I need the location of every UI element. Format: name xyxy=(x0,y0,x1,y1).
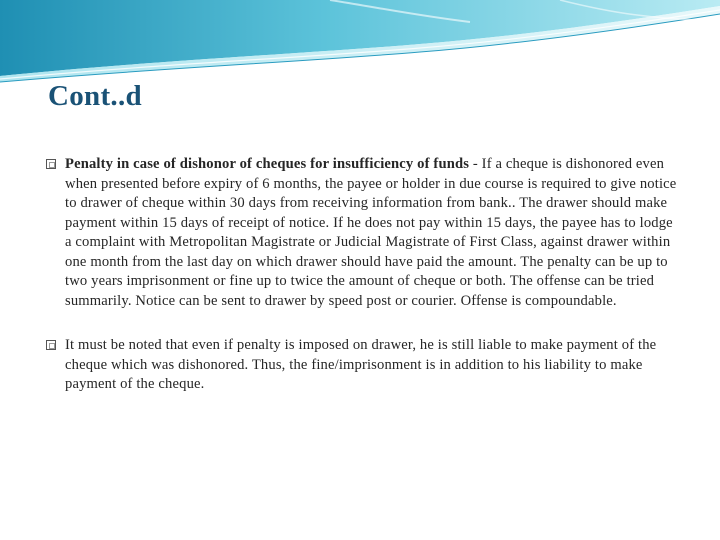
header-wave-decoration xyxy=(0,0,720,90)
bullet-penalty xyxy=(46,155,682,311)
bullet-liability xyxy=(46,336,682,395)
bullet-lead-text: Penalty in case of dishonor of cheques for insufficiency of funds xyxy=(65,156,470,172)
bullet-body-text: - If a cheque is dishonored even when presented before expiry of 6 months, the payee or holder in due course is required to give notice to drawer of cheque within 30 days from receiving information from bank.. The drawer should make payment within 15 days of receipt of notice. If he does not pay within 15 days, the payee has to lodge a complaint with Metropolitan Magistrate or Judicial Magistrate of First Class, against drawer within one month from the last day on which drawer should have paid the amount. The penalty can be up to two years imprisonment or fine up to twice the amount of cheque or both. The offense can be tried summarily. Notice can be sent to drawer by speed post or courier. Offense is compoundable. xyxy=(65,156,677,309)
slide-title: Cont..d xyxy=(48,80,142,112)
slide-content xyxy=(46,155,682,395)
square-bullet-icon xyxy=(46,340,56,350)
bullet-body-text: It must be noted that even if penalty is imposed on drawer, he is still liable to make payment of the cheque which was dishonored. Thus, the fine/imprisonment is in addition to his liability to make payment of the cheque. xyxy=(65,337,657,392)
square-bullet-icon xyxy=(46,159,56,169)
